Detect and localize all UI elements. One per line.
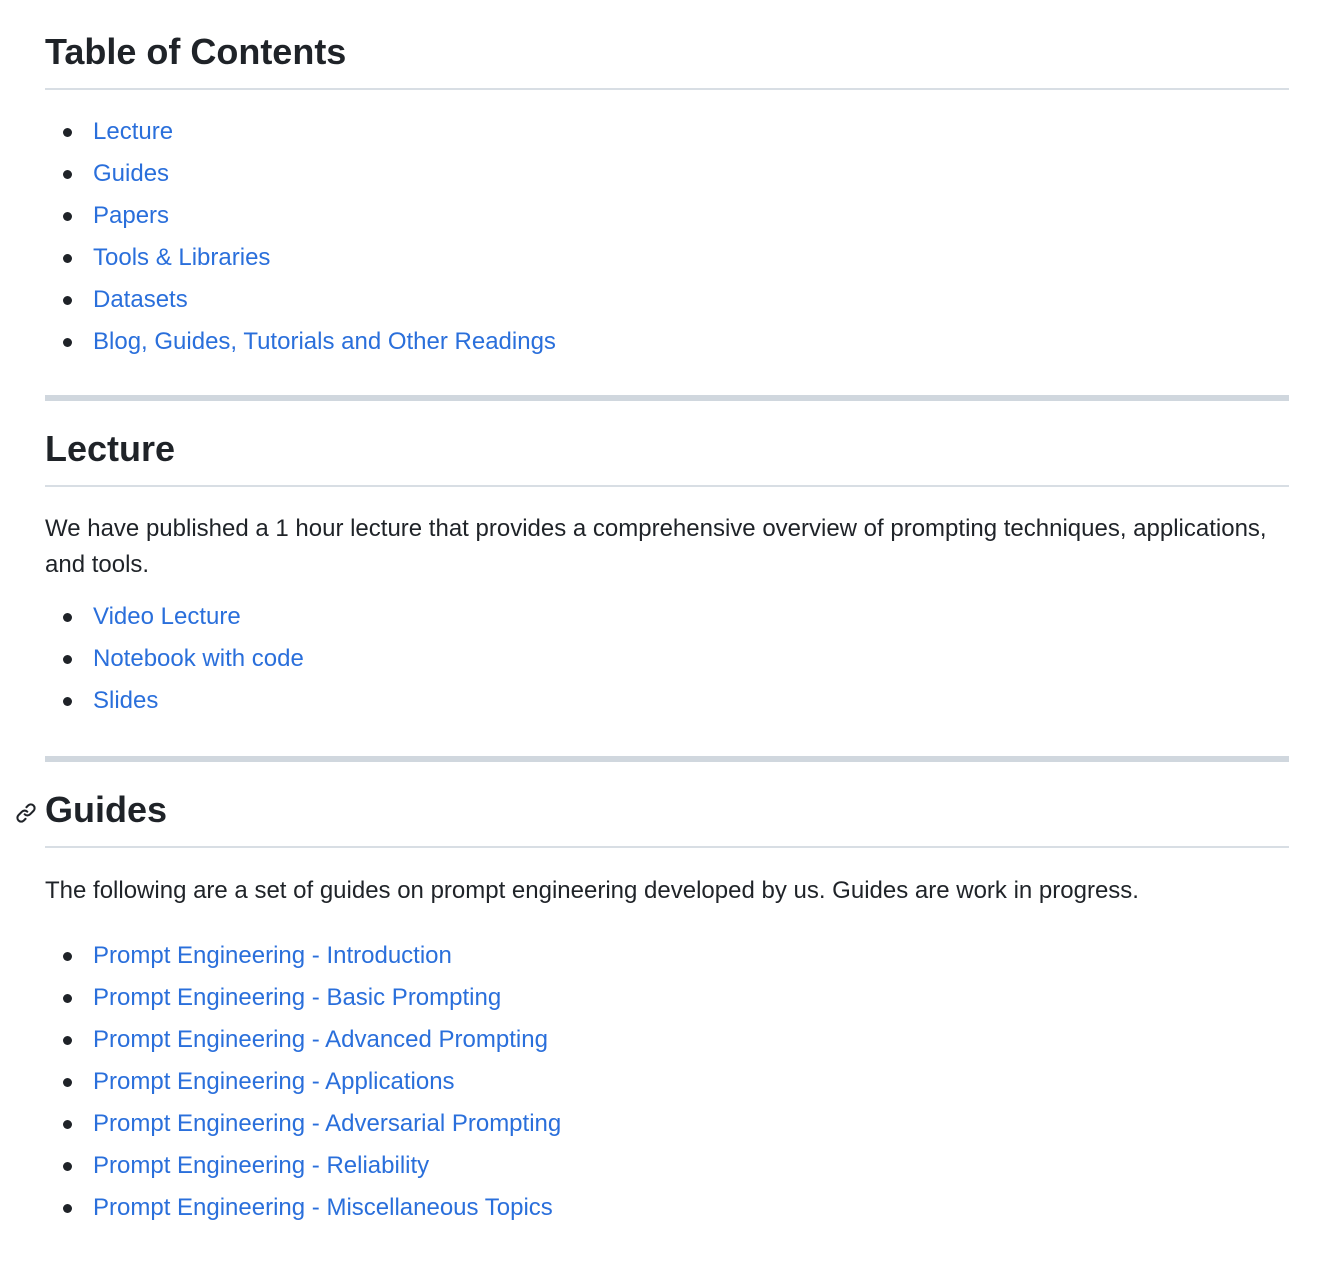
guide-link-adversarial-prompting[interactable]: Prompt Engineering - Adversarial Prompting [93,1110,562,1137]
guide-link-miscellaneous-topics[interactable]: Prompt Engineering - Miscellaneous Topics [93,1194,553,1221]
lecture-list [45,596,1289,722]
bullet-icon [63,952,72,961]
bullet-icon [63,655,72,664]
bullet-icon [63,697,72,706]
bullet-icon [63,994,72,1003]
list-item [45,680,1289,722]
list-item [45,1187,1289,1229]
toc-link-lecture[interactable]: Lecture [93,118,174,145]
toc-heading [45,0,1289,90]
guide-link-introduction[interactable]: Prompt Engineering - Introduction [93,942,452,969]
guides-description: The following are a set of guides on prompt engineering developed by us. Guides are work in progress. [45,877,1139,904]
bullet-icon [63,296,72,305]
video-lecture-link[interactable]: Video Lecture [93,603,241,630]
list-item [45,1145,1289,1187]
bullet-icon [63,1204,72,1213]
toc-heading-text: Table of Contents [45,31,347,72]
toc-link-datasets[interactable]: Datasets [93,286,188,313]
list-item [45,638,1289,680]
toc-link-tools-libraries[interactable]: Tools & Libraries [93,244,271,271]
toc-link-guides[interactable]: Guides [93,160,170,187]
toc-list [45,111,1289,363]
list-item [45,1061,1289,1103]
bullet-icon [63,1036,72,1045]
list-item [45,596,1289,638]
guide-link-reliability[interactable]: Prompt Engineering - Reliability [93,1152,430,1179]
bullet-icon [63,170,72,179]
bullet-icon [63,1120,72,1129]
bullet-icon [63,338,72,347]
bullet-icon [63,212,72,221]
list-item [45,1103,1289,1145]
guide-link-advanced-prompting[interactable]: Prompt Engineering - Advanced Prompting [93,1026,548,1053]
bullet-icon [63,128,72,137]
list-item [45,111,1289,153]
guides-heading [45,762,1289,848]
list-item [45,195,1289,237]
guide-link-basic-prompting[interactable]: Prompt Engineering - Basic Prompting [93,984,502,1011]
guides-heading-text: Guides [45,789,168,830]
list-item [45,1019,1289,1061]
list-item [45,977,1289,1019]
bullet-icon [63,613,72,622]
guide-link-applications[interactable]: Prompt Engineering - Applications [93,1068,455,1095]
guides-list [45,935,1289,1229]
lecture-description: We have published a 1 hour lecture that provides a comprehensive overview of prompting techniques, applications, and tools. [45,515,1267,578]
list-item [45,935,1289,977]
toc-link-blog-readings[interactable]: Blog, Guides, Tutorials and Other Readings [93,328,556,355]
bullet-icon [63,1162,72,1171]
bullet-icon [63,254,72,263]
list-item [45,279,1289,321]
slides-link[interactable]: Slides [93,687,159,714]
link-icon[interactable] [13,800,39,826]
bullet-icon [63,1078,72,1087]
list-item [45,153,1289,195]
toc-link-papers[interactable]: Papers [93,202,170,229]
lecture-heading-text: Lecture [45,428,176,469]
lecture-heading [45,401,1289,487]
notebook-link[interactable]: Notebook with code [93,645,304,672]
list-item [45,321,1289,363]
markdown-body [45,0,1289,1229]
list-item [45,237,1289,279]
